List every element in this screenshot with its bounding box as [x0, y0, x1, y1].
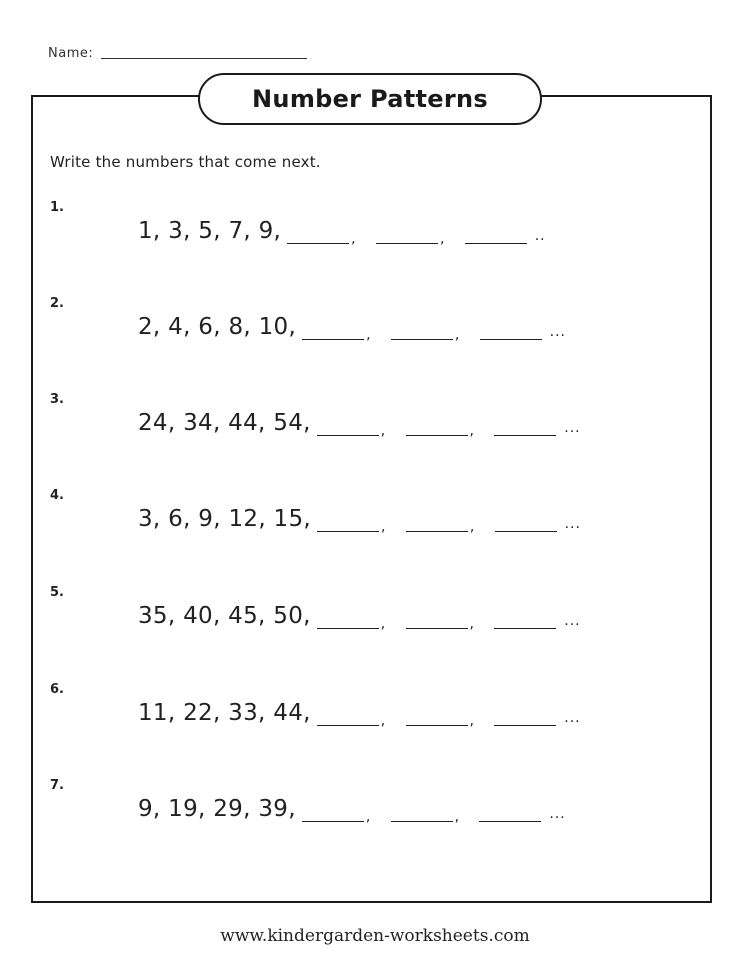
comma-separator: , [469, 616, 475, 632]
answer-blank-2[interactable] [406, 509, 468, 532]
continuation-dots: ... [549, 806, 566, 822]
problem-number: 1. [50, 200, 64, 215]
comma-separator: , [469, 713, 475, 729]
continuation-dots: ... [564, 420, 581, 436]
sequence-text: 35, 40, 45, 50, [138, 603, 311, 629]
problem-number: 5. [50, 585, 64, 600]
sequence-text: 3, 6, 9, 12, 15, [138, 506, 312, 532]
name-row [48, 46, 307, 61]
sequence-text: 9, 19, 29, 39, [138, 796, 296, 822]
problem-number: 4. [50, 488, 64, 503]
title-banner [198, 73, 542, 125]
problem-3 [50, 392, 690, 472]
page-title: Number Patterns [252, 85, 488, 113]
problem-number: 7. [50, 778, 64, 793]
answer-blank-3[interactable] [495, 509, 557, 532]
problem-sequence [138, 506, 581, 535]
answer-blank-3[interactable] [494, 703, 556, 726]
comma-separator: , [366, 327, 371, 343]
problem-1 [50, 200, 690, 280]
problem-4 [50, 488, 690, 568]
instruction-text: Write the numbers that come next. [50, 153, 321, 171]
problem-number: 6. [50, 682, 64, 697]
comma-separator: , [439, 231, 445, 247]
comma-separator: , [469, 423, 475, 439]
answer-blank-2[interactable] [376, 221, 438, 244]
continuation-dots: ... [549, 324, 566, 340]
sequence-text: 24, 34, 44, 54, [138, 410, 311, 436]
problem-sequence [138, 314, 566, 343]
sequence-text: 2, 4, 6, 8, 10, [138, 314, 297, 340]
name-field[interactable] [101, 58, 307, 59]
continuation-dots: ... [564, 516, 581, 532]
problem-number: 3. [50, 392, 64, 407]
answer-blank-1[interactable] [302, 799, 364, 822]
problem-sequence [138, 603, 581, 632]
answer-blank-2[interactable] [406, 606, 468, 629]
problem-sequence [138, 700, 581, 729]
answer-blank-1[interactable] [317, 413, 379, 436]
answer-blank-1[interactable] [317, 606, 379, 629]
comma-separator: , [454, 809, 460, 825]
footer-url: www.kindergarden-worksheets.com [220, 926, 530, 946]
comma-separator: , [380, 713, 386, 729]
continuation-dots: .. [534, 228, 546, 244]
answer-blank-3[interactable] [494, 413, 556, 436]
answer-blank-2[interactable] [406, 703, 468, 726]
problem-number: 2. [50, 296, 64, 311]
answer-blank-3[interactable] [480, 317, 542, 340]
answer-blank-2[interactable] [391, 799, 453, 822]
answer-blank-2[interactable] [391, 317, 453, 340]
name-label: Name: [48, 46, 94, 61]
answer-blank-3[interactable] [465, 221, 527, 244]
answer-blank-3[interactable] [494, 606, 556, 629]
problem-5 [50, 585, 690, 665]
comma-separator: , [469, 519, 475, 535]
continuation-dots: ... [564, 613, 581, 629]
comma-separator: , [380, 423, 386, 439]
answer-blank-1[interactable] [287, 221, 349, 244]
problem-7 [50, 778, 690, 858]
problem-sequence [138, 218, 546, 247]
problem-6 [50, 682, 690, 762]
problem-2 [50, 296, 690, 376]
comma-separator: , [380, 616, 386, 632]
comma-separator: , [365, 809, 371, 825]
answer-blank-2[interactable] [406, 413, 468, 436]
answer-blank-1[interactable] [317, 509, 379, 532]
problem-sequence [138, 796, 566, 825]
comma-separator: , [454, 327, 460, 343]
comma-separator: , [381, 519, 386, 535]
problem-sequence [138, 410, 581, 439]
sequence-text: 1, 3, 5, 7, 9, [138, 218, 282, 244]
answer-blank-1[interactable] [317, 703, 379, 726]
comma-separator: , [351, 231, 356, 247]
answer-blank-1[interactable] [302, 317, 364, 340]
answer-blank-3[interactable] [479, 799, 541, 822]
continuation-dots: ... [564, 710, 581, 726]
sequence-text: 11, 22, 33, 44, [138, 700, 311, 726]
